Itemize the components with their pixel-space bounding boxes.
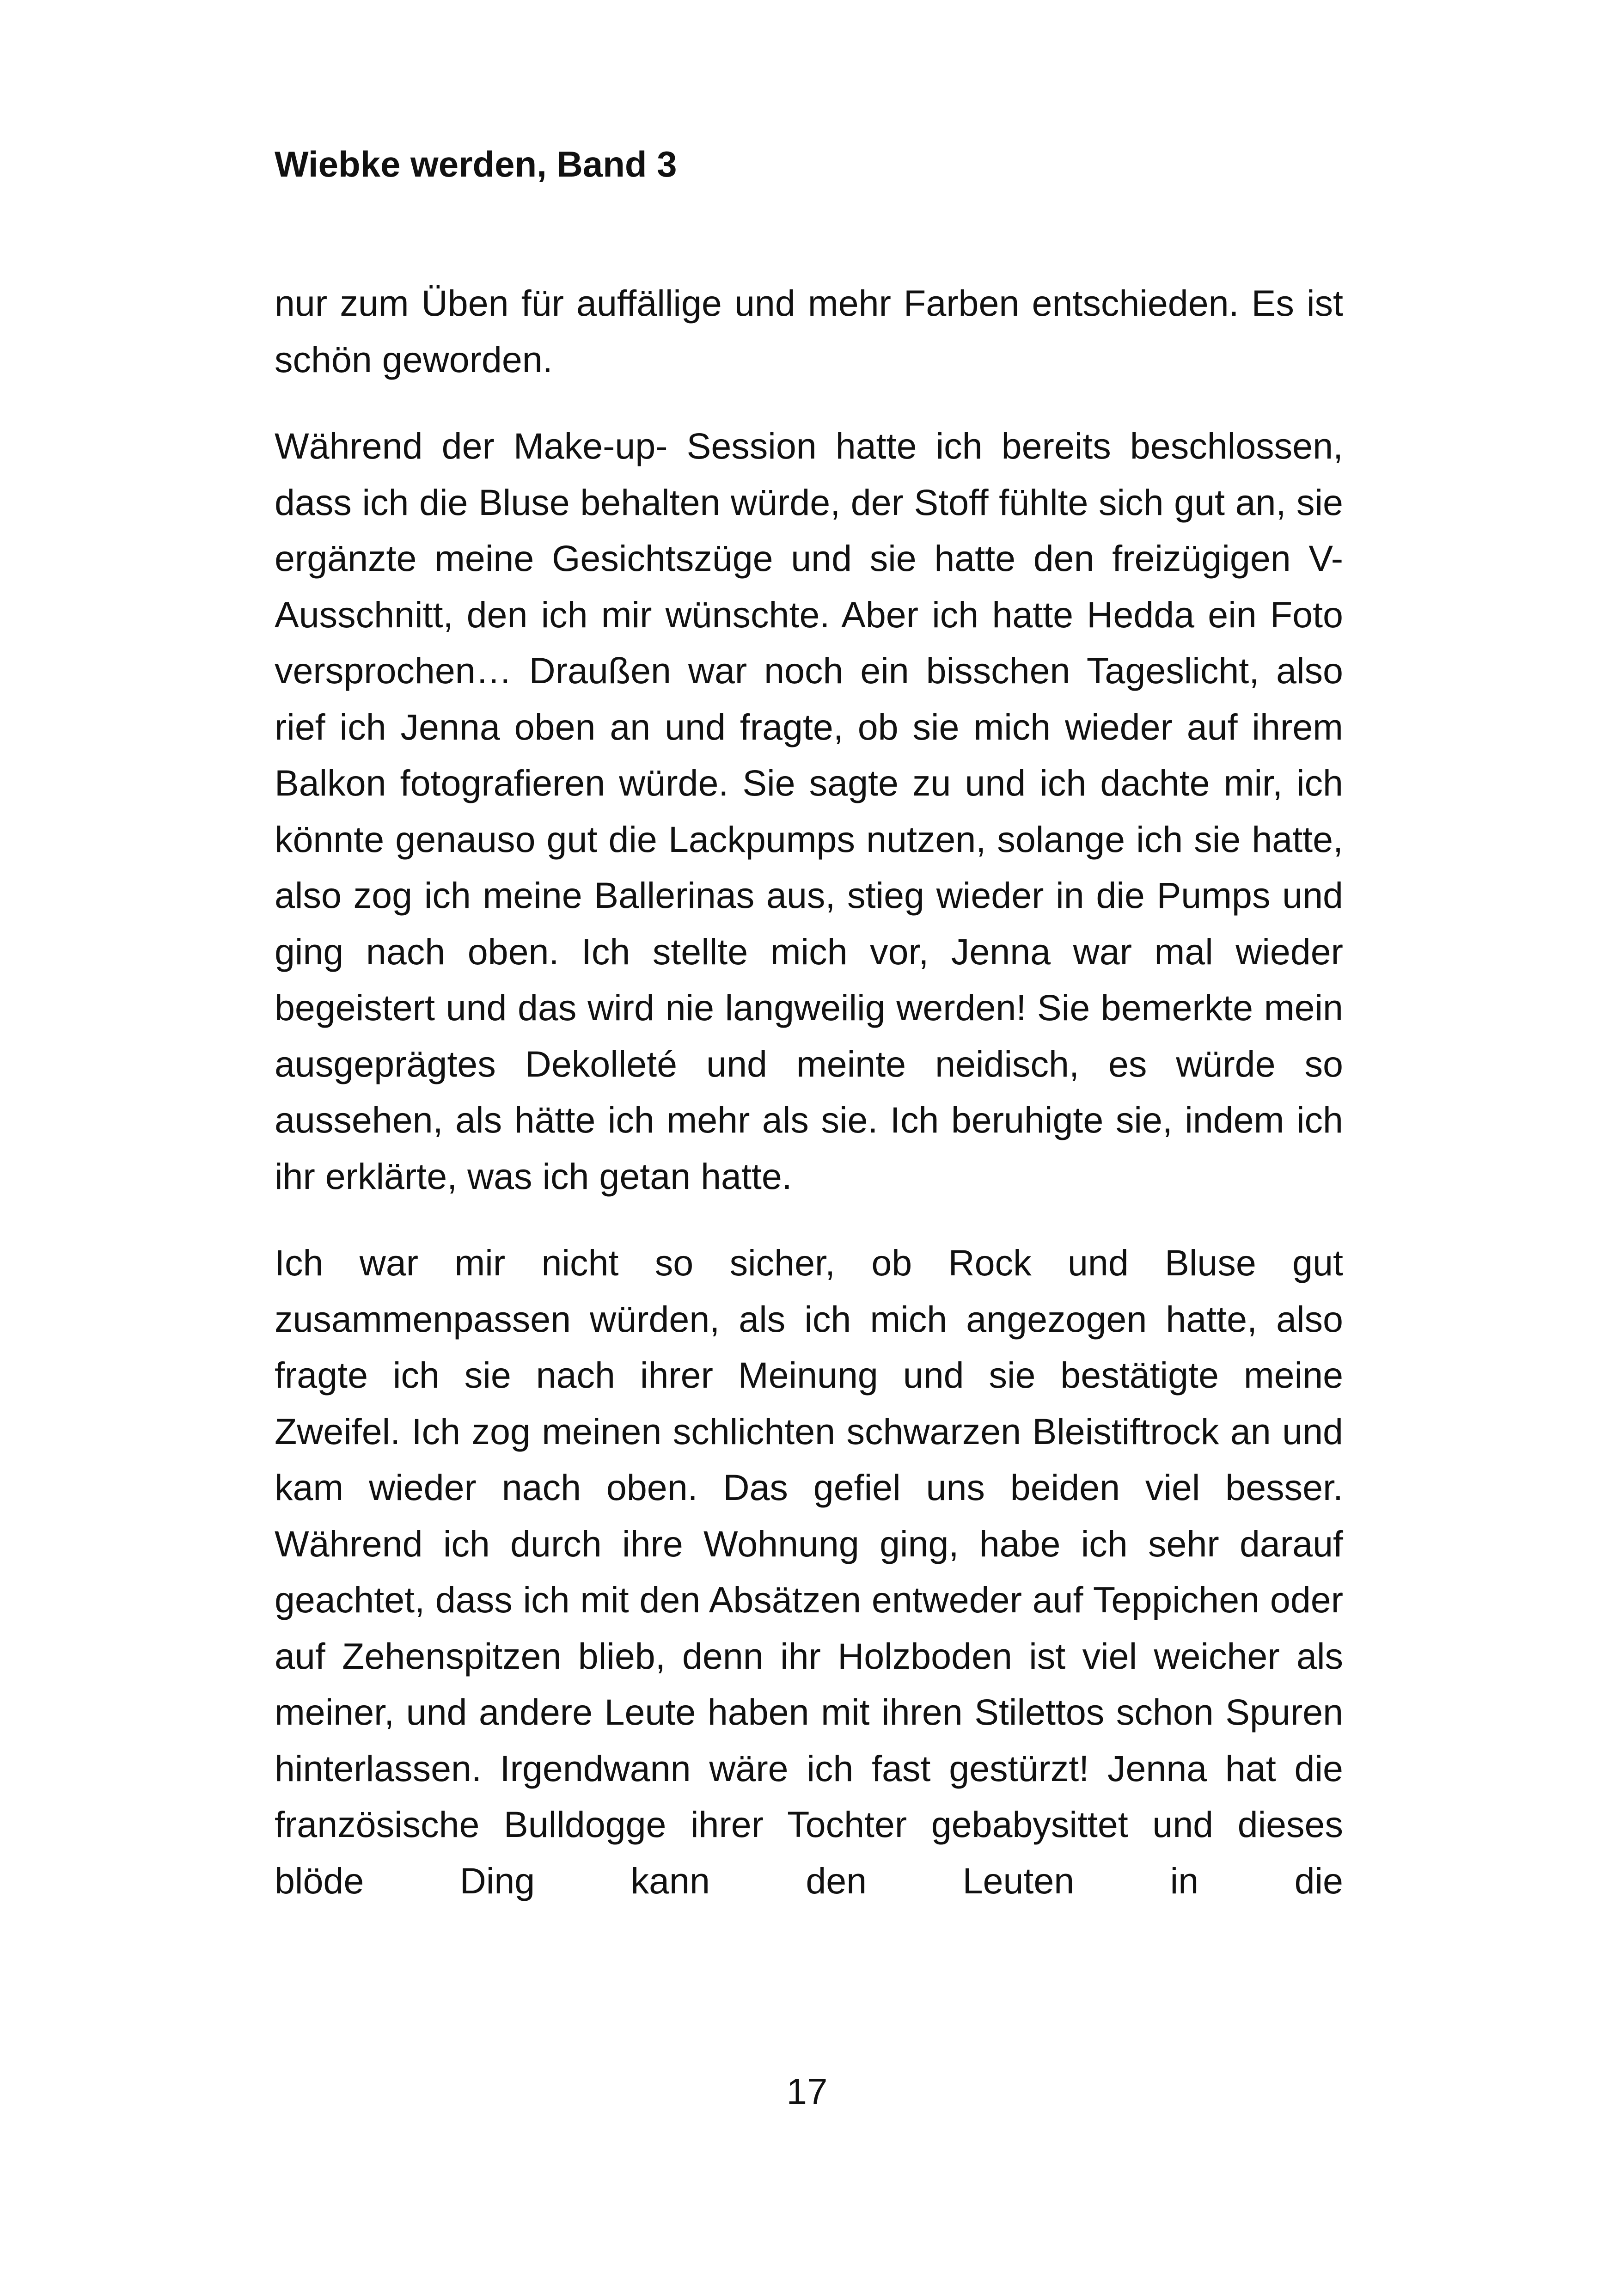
running-header: Wiebke werden, Band 3: [275, 144, 677, 184]
paragraph-3: Ich war mir nicht so sicher, ob Rock und Bluse gut zusammenpassen würden, als ich mich angezogen hatte, also fragte ich sie nach ihrer Meinung und sie bestätigte meine Zweifel. Ich zog meinen schlichten schwarzen Bleistiftrock an und kam wieder nach oben. Das gefiel uns beiden viel besser. Während ich durch ihre Wohnung ging, habe ich sehr darauf geachtet, dass ich mit den Absätzen entweder auf Teppichen oder auf Zehenspitzen blieb, denn ihr Holzboden ist viel weicher als meiner, und andere Leute haben mit ihren Stilettos schon Spuren hinterlassen. Irgendwann wäre ich fast gestürzt! Jenna hat die französische Bulldogge ihrer Tochter gebabysittet und dieses blöde Ding kann den Leuten in die: [275, 1242, 1343, 1901]
paragraph-2: Während der Make-up- Session hatte ich bereits beschlossen, dass ich die Bluse behalten würde, der Stoff fühlte sich gut an, sie ergänzte meine Gesichtszüge und sie hatte den freizügigen V-Ausschnitt, den ich mir wünschte. Aber ich hatte Hedda ein Foto versprochen… Draußen war noch ein bisschen Tageslicht, also rief ich Jenna oben an und fragte, ob sie mich wieder auf ihrem Balkon fotografieren würde. Sie sagte zu und ich dachte mir, ich könnte genauso gut die Lackpumps nutzen, solange ich sie hatte, also zog ich meine Ballerinas aus, stieg wieder in die Pumps und ging nach oben. Ich stellte mich vor, Jenna war mal wieder begeistert und das wird nie langweilig werden! Sie bemerkte mein ausgeprägtes Dekolleté und meinte neidisch, es würde so aussehen, als hätte ich mehr als sie. Ich beruhigte sie, indem ich ihr erklärte, was ich getan hatte.: [275, 425, 1343, 1197]
paragraph-1: nur zum Üben für auffällige und mehr Farben entschieden. Es ist schön geworden.: [275, 282, 1343, 380]
page-number: 17: [786, 2071, 828, 2112]
body-text: [275, 275, 1343, 1909]
